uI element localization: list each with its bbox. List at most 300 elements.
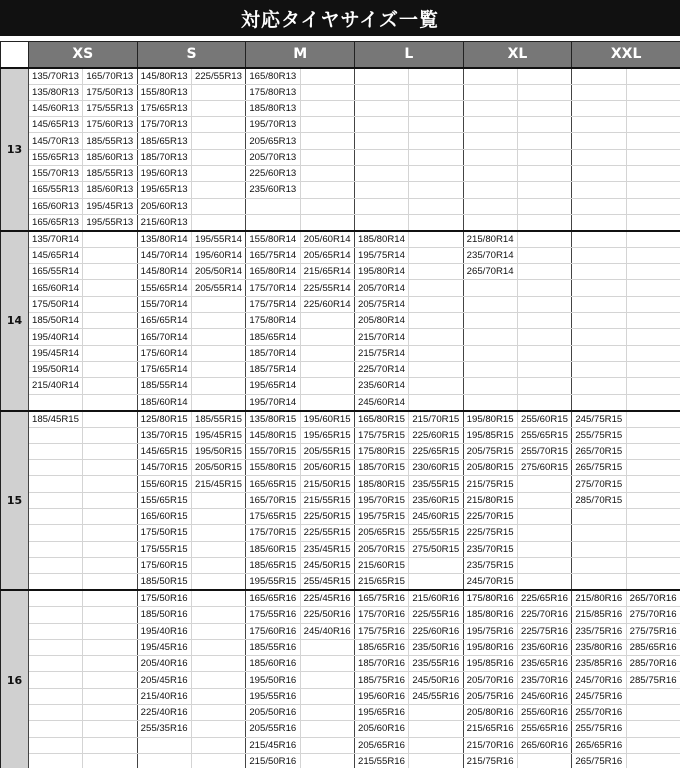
tire-size-cell: 175/50R16 [137, 590, 191, 607]
size-header-m: M [246, 42, 355, 68]
tire-size-cell: 235/60R14 [354, 378, 408, 394]
tire-size-cell: 205/60R16 [354, 721, 408, 737]
table-row [1, 590, 680, 607]
tire-size-cell: 225/40R16 [137, 705, 191, 721]
tire-size-cell: 225/60R13 [246, 165, 300, 181]
tire-size-cell: 145/65R14 [29, 247, 83, 263]
tire-size-cell: 205/70R13 [246, 149, 300, 165]
tire-size-cell: 135/80R13 [29, 84, 83, 100]
tire-size-cell: 195/70R14 [246, 394, 300, 411]
table-row [1, 737, 680, 753]
tire-size-cell: 175/75R16 [354, 623, 408, 639]
tire-size-cell: 230/60R15 [409, 460, 463, 476]
tire-size-cell [354, 182, 408, 198]
rim-size-label: 14 [1, 231, 29, 411]
tire-size-cell [409, 557, 463, 573]
tire-size-cell: 215/55R15 [300, 492, 354, 508]
tire-size-cell: 205/80R16 [463, 705, 517, 721]
tire-size-cell: 185/80R16 [463, 607, 517, 623]
tire-size-cell: 185/70R13 [137, 149, 191, 165]
tire-size-cell: 155/80R13 [137, 84, 191, 100]
tire-size-cell [29, 607, 83, 623]
tire-size-cell [517, 361, 571, 377]
tire-size-cell: 225/70R16 [517, 607, 571, 623]
tire-size-cell: 185/50R15 [137, 574, 191, 591]
tire-size-cell [572, 280, 626, 296]
tire-size-cell [192, 394, 246, 411]
tire-size-cell: 205/55R15 [300, 443, 354, 459]
tire-size-cell [83, 623, 137, 639]
tire-size-cell: 215/75R15 [463, 476, 517, 492]
tire-size-cell: 285/70R16 [626, 656, 680, 672]
tire-size-cell: 165/70R15 [246, 492, 300, 508]
tire-size-cell [463, 394, 517, 411]
tire-size-cell [29, 492, 83, 508]
tire-size-cell [354, 133, 408, 149]
tire-size-cell: 145/70R15 [137, 460, 191, 476]
tire-size-cell: 255/70R16 [572, 705, 626, 721]
table-row [1, 214, 680, 231]
tire-size-cell: 245/60R15 [409, 509, 463, 525]
tire-size-cell [192, 117, 246, 133]
tire-size-cell: 215/85R16 [572, 607, 626, 623]
tire-size-cell [572, 574, 626, 591]
tire-size-cell [83, 705, 137, 721]
tire-size-cell: 165/55R14 [29, 264, 83, 280]
tire-size-cell: 255/35R16 [137, 721, 191, 737]
tire-size-cell [83, 443, 137, 459]
tire-size-cell [626, 509, 680, 525]
tire-size-cell [29, 541, 83, 557]
tire-size-cell [83, 688, 137, 704]
tire-size-cell: 225/65R15 [409, 443, 463, 459]
tire-size-cell [409, 737, 463, 753]
tire-size-cell [409, 264, 463, 280]
tire-size-cell [517, 525, 571, 541]
tire-size-cell: 175/80R15 [354, 443, 408, 459]
size-header-row [1, 42, 680, 68]
tire-size-cell [463, 214, 517, 231]
table-row [1, 427, 680, 443]
tire-size-cell [626, 705, 680, 721]
tire-size-cell: 165/60R13 [29, 198, 83, 214]
table-row [1, 557, 680, 573]
tire-size-cell [409, 68, 463, 85]
tire-size-cell [300, 361, 354, 377]
tire-size-cell [517, 100, 571, 116]
tire-size-cell [409, 313, 463, 329]
tire-size-cell: 175/55R13 [83, 100, 137, 116]
tire-size-cell [29, 656, 83, 672]
tire-size-cell [572, 345, 626, 361]
tire-size-cell [83, 411, 137, 428]
tire-size-cell: 185/65R13 [137, 133, 191, 149]
tire-size-cell [409, 182, 463, 198]
tire-size-cell: 205/50R15 [192, 460, 246, 476]
tire-size-cell [300, 721, 354, 737]
page-title: 対応タイヤサイズ一覧 [0, 0, 680, 36]
table-row [1, 247, 680, 263]
tire-size-cell: 195/85R16 [463, 656, 517, 672]
tire-size-cell: 225/45R16 [300, 590, 354, 607]
size-header-xl: XL [463, 42, 572, 68]
tire-size-cell: 145/80R15 [246, 427, 300, 443]
tire-size-cell: 185/70R16 [354, 656, 408, 672]
tire-size-cell: 215/75R14 [354, 345, 408, 361]
tire-size-cell: 135/80R15 [246, 411, 300, 428]
tire-size-cell [29, 590, 83, 607]
tire-size-cell: 175/60R13 [83, 117, 137, 133]
tire-size-cell [572, 378, 626, 394]
tire-size-cell [517, 541, 571, 557]
tire-size-cell [409, 117, 463, 133]
tire-size-cell: 195/40R14 [29, 329, 83, 345]
tire-size-cell [300, 753, 354, 768]
tire-size-cell: 125/80R15 [137, 411, 191, 428]
tire-size-cell: 205/65R15 [354, 525, 408, 541]
tire-size-cell: 195/65R16 [354, 705, 408, 721]
tire-size-cell: 285/70R15 [572, 492, 626, 508]
tire-size-cell: 255/45R15 [300, 574, 354, 591]
tire-size-cell: 235/70R16 [517, 672, 571, 688]
tire-size-cell: 235/60R13 [246, 182, 300, 198]
tire-size-cell [192, 656, 246, 672]
tire-size-cell: 185/55R15 [192, 411, 246, 428]
tire-size-cell [354, 84, 408, 100]
tire-size-cell: 145/70R14 [137, 247, 191, 263]
tire-size-cell: 185/65R16 [354, 639, 408, 655]
tire-size-cell: 195/45R14 [29, 345, 83, 361]
tire-size-cell [572, 149, 626, 165]
tire-size-cell: 225/55R16 [409, 607, 463, 623]
tire-size-cell: 225/50R16 [300, 607, 354, 623]
tire-size-cell: 265/75R16 [572, 753, 626, 768]
tire-size-cell: 165/80R15 [354, 411, 408, 428]
tire-size-cell: 235/45R15 [300, 541, 354, 557]
tire-size-cell: 255/65R16 [517, 721, 571, 737]
tire-size-cell: 215/70R16 [463, 737, 517, 753]
tire-size-cell: 195/55R13 [83, 214, 137, 231]
tire-size-cell [354, 68, 408, 85]
tire-size-cell [29, 688, 83, 704]
tire-size-cell [626, 476, 680, 492]
tire-size-cell: 195/50R14 [29, 361, 83, 377]
tire-size-cell: 205/70R16 [463, 672, 517, 688]
tire-size-cell [354, 149, 408, 165]
tire-size-cell [409, 231, 463, 248]
tire-size-cell [83, 574, 137, 591]
tire-size-cell [300, 182, 354, 198]
tire-size-cell: 185/60R14 [137, 394, 191, 411]
tire-size-cell [572, 133, 626, 149]
tire-size-cell [192, 492, 246, 508]
tire-size-table [0, 41, 680, 768]
tire-size-cell [29, 705, 83, 721]
tire-size-cell: 275/75R16 [626, 623, 680, 639]
tire-size-cell [29, 623, 83, 639]
tire-size-cell [83, 345, 137, 361]
tire-size-cell [83, 378, 137, 394]
table-row [1, 198, 680, 214]
tire-size-cell [409, 133, 463, 149]
tire-size-cell [572, 247, 626, 263]
tire-size-cell: 215/45R15 [192, 476, 246, 492]
tire-size-cell [572, 100, 626, 116]
table-row [1, 68, 680, 85]
tire-size-cell [192, 525, 246, 541]
tire-size-cell [300, 100, 354, 116]
tire-size-cell: 235/80R16 [572, 639, 626, 655]
tire-size-cell: 275/70R15 [572, 476, 626, 492]
tire-size-cell [463, 280, 517, 296]
table-row [1, 476, 680, 492]
table-row [1, 607, 680, 623]
tire-size-cell [572, 509, 626, 525]
tire-size-cell: 265/70R16 [626, 590, 680, 607]
tire-size-cell: 215/50R16 [246, 753, 300, 768]
tire-size-cell [463, 329, 517, 345]
tire-size-cell [29, 753, 83, 768]
tire-size-cell: 215/80R16 [572, 590, 626, 607]
tire-size-cell: 245/60R14 [354, 394, 408, 411]
tire-size-cell [192, 313, 246, 329]
tire-size-cell [626, 492, 680, 508]
tire-size-cell: 165/65R16 [246, 590, 300, 607]
tire-size-cell: 205/65R13 [246, 133, 300, 149]
tire-size-cell: 185/80R14 [354, 231, 408, 248]
tire-size-cell [626, 231, 680, 248]
tire-size-cell: 255/55R15 [409, 525, 463, 541]
tire-size-cell: 205/55R14 [192, 280, 246, 296]
tire-size-cell [626, 182, 680, 198]
tire-size-cell: 215/70R14 [354, 329, 408, 345]
tire-size-cell [517, 214, 571, 231]
tire-size-cell: 275/70R16 [626, 607, 680, 623]
tire-size-cell [626, 460, 680, 476]
tire-size-cell: 195/60R14 [192, 247, 246, 263]
tire-size-cell: 235/65R16 [517, 656, 571, 672]
table-row [1, 509, 680, 525]
tire-size-cell: 195/50R15 [192, 443, 246, 459]
tire-size-cell: 175/60R16 [246, 623, 300, 639]
tire-size-cell: 215/65R16 [463, 721, 517, 737]
tire-size-cell [626, 165, 680, 181]
tire-size-cell [83, 753, 137, 768]
tire-size-cell: 225/70R14 [354, 361, 408, 377]
tire-size-cell: 265/75R15 [572, 460, 626, 476]
tire-size-cell: 205/55R16 [246, 721, 300, 737]
tire-size-cell: 205/50R16 [246, 705, 300, 721]
tire-size-cell: 285/65R16 [626, 639, 680, 655]
size-header-l: L [354, 42, 463, 68]
tire-size-cell [192, 737, 246, 753]
tire-size-cell [300, 672, 354, 688]
tire-size-cell [192, 149, 246, 165]
tire-size-cell: 235/70R14 [463, 247, 517, 263]
tire-size-cell [29, 557, 83, 573]
tire-size-cell: 225/60R14 [300, 296, 354, 312]
tire-size-cell [409, 329, 463, 345]
table-row [1, 264, 680, 280]
tire-size-cell [626, 753, 680, 768]
tire-size-cell [83, 329, 137, 345]
tire-size-cell [29, 427, 83, 443]
tire-size-cell: 175/55R16 [246, 607, 300, 623]
tire-size-cell: 215/70R15 [409, 411, 463, 428]
tire-size-cell: 245/50R16 [409, 672, 463, 688]
tire-size-cell [572, 361, 626, 377]
tire-size-cell [29, 574, 83, 591]
tire-size-cell [463, 165, 517, 181]
tire-size-cell [517, 345, 571, 361]
tire-size-cell [572, 214, 626, 231]
tire-size-cell [192, 721, 246, 737]
tire-size-cell: 205/65R16 [354, 737, 408, 753]
tire-size-cell: 155/65R14 [137, 280, 191, 296]
tire-size-cell [517, 492, 571, 508]
tire-size-cell: 175/80R14 [246, 313, 300, 329]
tire-size-cell [29, 721, 83, 737]
tire-size-cell [83, 607, 137, 623]
tire-size-cell [192, 623, 246, 639]
table-row [1, 574, 680, 591]
tire-size-cell [192, 639, 246, 655]
tire-size-cell [192, 214, 246, 231]
tire-size-cell [192, 607, 246, 623]
tire-size-cell: 215/45R16 [246, 737, 300, 753]
tire-size-cell [354, 214, 408, 231]
tire-size-cell [29, 737, 83, 753]
tire-size-cell [192, 296, 246, 312]
tire-size-cell [354, 117, 408, 133]
tire-size-cell [463, 84, 517, 100]
tire-size-cell [463, 133, 517, 149]
tire-size-cell: 215/80R15 [463, 492, 517, 508]
tire-size-cell: 145/60R13 [29, 100, 83, 116]
tire-size-cell [463, 149, 517, 165]
tire-size-cell [354, 198, 408, 214]
tire-size-cell: 235/75R16 [572, 623, 626, 639]
tire-size-cell: 195/65R14 [246, 378, 300, 394]
tire-size-cell [29, 672, 83, 688]
tire-size-cell [83, 264, 137, 280]
tire-size-cell: 205/60R15 [300, 460, 354, 476]
tire-size-cell: 215/60R13 [137, 214, 191, 231]
tire-size-cell: 145/70R13 [29, 133, 83, 149]
tire-size-cell [300, 198, 354, 214]
tire-size-cell [192, 509, 246, 525]
size-header-xxl: XXL [572, 42, 680, 68]
tire-size-cell [300, 165, 354, 181]
tire-size-cell [572, 329, 626, 345]
tire-size-cell [300, 133, 354, 149]
tire-size-cell: 185/80R13 [246, 100, 300, 116]
table-row [1, 541, 680, 557]
tire-size-cell [626, 133, 680, 149]
tire-size-cell [572, 296, 626, 312]
tire-size-cell: 195/65R13 [137, 182, 191, 198]
tire-size-cell [83, 672, 137, 688]
tire-size-cell: 185/80R15 [354, 476, 408, 492]
tire-size-cell: 185/55R13 [83, 165, 137, 181]
tire-size-cell [192, 133, 246, 149]
tire-size-cell [83, 509, 137, 525]
tire-size-cell [517, 329, 571, 345]
tire-size-cell: 255/70R15 [517, 443, 571, 459]
tire-size-cell: 165/65R15 [246, 476, 300, 492]
tire-size-cell [300, 378, 354, 394]
tire-size-cell: 165/80R14 [246, 264, 300, 280]
tire-size-cell: 185/50R14 [29, 313, 83, 329]
tire-size-cell [83, 247, 137, 263]
tire-size-cell [83, 721, 137, 737]
tire-size-cell: 165/70R13 [83, 68, 137, 85]
table-row [1, 329, 680, 345]
tire-size-cell [517, 509, 571, 525]
tire-size-cell: 145/80R13 [137, 68, 191, 85]
tire-size-cell: 215/60R15 [354, 557, 408, 573]
tire-size-cell [626, 361, 680, 377]
tire-size-cell: 185/60R13 [83, 149, 137, 165]
tire-size-cell: 175/60R14 [137, 345, 191, 361]
tire-size-cell: 175/50R14 [29, 296, 83, 312]
tire-size-cell: 225/75R15 [463, 525, 517, 541]
tire-size-cell: 195/40R16 [137, 623, 191, 639]
tire-size-cell [626, 198, 680, 214]
tire-size-cell [517, 68, 571, 85]
tire-size-cell: 205/80R14 [354, 313, 408, 329]
tire-size-cell: 195/65R15 [300, 427, 354, 443]
tire-size-cell: 195/55R16 [246, 688, 300, 704]
tire-size-cell: 135/70R14 [29, 231, 83, 248]
tire-size-cell: 155/70R14 [137, 296, 191, 312]
tire-size-cell: 235/75R15 [463, 557, 517, 573]
tire-size-cell: 245/40R16 [300, 623, 354, 639]
tire-size-cell [300, 329, 354, 345]
tire-size-cell: 185/60R15 [246, 541, 300, 557]
tire-size-cell [83, 313, 137, 329]
tire-size-cell: 185/55R16 [246, 639, 300, 655]
tire-size-cell: 205/50R14 [192, 264, 246, 280]
tire-size-cell: 155/60R15 [137, 476, 191, 492]
tire-size-cell [626, 214, 680, 231]
tire-size-cell [626, 688, 680, 704]
tire-size-cell: 185/75R16 [354, 672, 408, 688]
tire-size-cell: 225/70R15 [463, 509, 517, 525]
table-row [1, 688, 680, 704]
tire-size-cell [517, 84, 571, 100]
tire-size-cell [409, 84, 463, 100]
tire-size-cell: 195/80R16 [463, 639, 517, 655]
tire-size-cell: 195/80R14 [354, 264, 408, 280]
tire-size-cell [192, 378, 246, 394]
tire-size-cell [409, 394, 463, 411]
tire-size-cell: 265/70R15 [572, 443, 626, 459]
tire-size-cell [517, 476, 571, 492]
tire-size-cell: 175/65R13 [137, 100, 191, 116]
tire-size-cell: 165/70R14 [137, 329, 191, 345]
tire-size-cell: 185/70R15 [354, 460, 408, 476]
tire-size-cell: 195/70R13 [246, 117, 300, 133]
tire-size-cell [517, 231, 571, 248]
tire-size-cell: 175/75R15 [354, 427, 408, 443]
tire-size-cell: 205/65R14 [300, 247, 354, 263]
tire-size-cell: 215/50R15 [300, 476, 354, 492]
tire-size-cell [626, 84, 680, 100]
tire-size-cell [83, 394, 137, 411]
tire-size-cell [300, 639, 354, 655]
tire-size-cell [192, 688, 246, 704]
